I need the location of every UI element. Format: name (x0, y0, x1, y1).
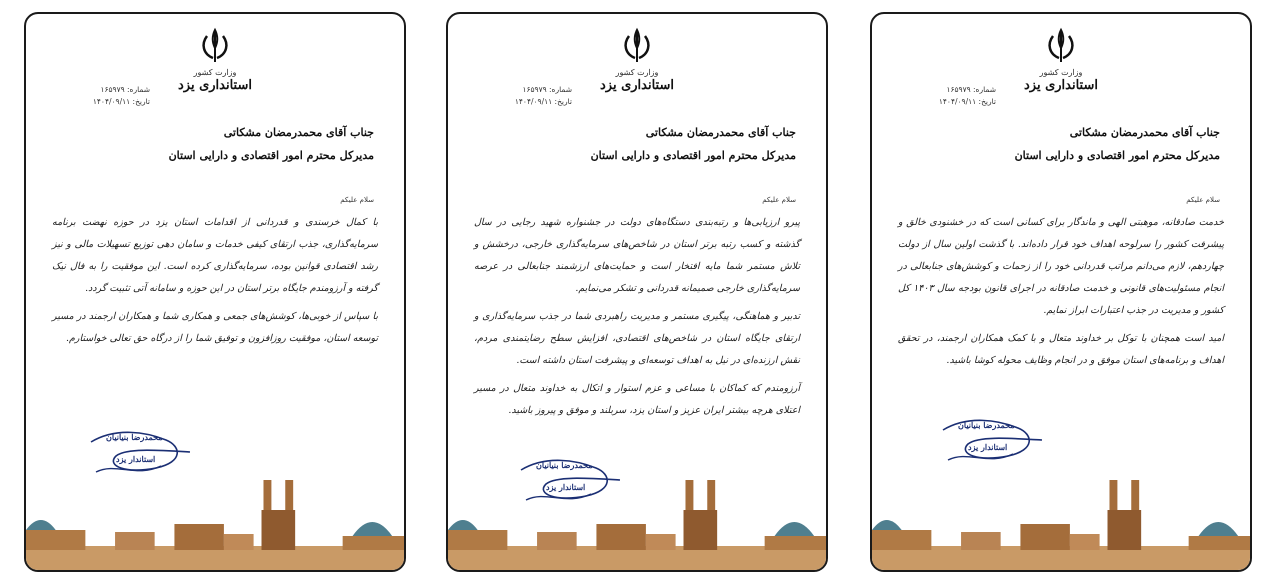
salutation: سلام علیکم (762, 196, 796, 204)
signer-name: محمدرضا بنیانیان (536, 460, 593, 470)
addressee-block (169, 126, 374, 162)
ministry-label: وزارت کشور (193, 68, 237, 77)
letter-card-right (870, 12, 1252, 572)
signer-name: محمدرضا بنیانیان (106, 432, 163, 442)
ministry-label: وزارت کشور (615, 68, 659, 77)
body-paragraph: پیرو ارزیابی‌ها و رتبه‌بندی دستگاه‌های دولت در جشنواره شهید رجایی در سال گذشته و کسب رتبه برتر استان در شاخص‌های سرمایه‌گذاری خارجی، درخشش و تلاش مستمر شما مایه افتخار است و حمایت‌های ارزشمند جنابعالی در عرصه سرمایه‌گذاری خارجی صمیمانه قدردانی و تشکر می‌نمایم. (474, 217, 800, 294)
letter-number: شماره: ۱۶۵۹۷۹ (100, 85, 150, 94)
letter-number: شماره: ۱۶۵۹۷۹ (946, 85, 996, 94)
letter-card-middle (446, 12, 828, 572)
salutation: سلام علیکم (1186, 196, 1220, 204)
body-paragraph: امید است همچنان با توکل بر خداوند متعال و با کمک همکاران ارجمند، در تحقق اهداف و برنامه‌های استان موفق و در انجام وظایف محوله کوشا باشید. (898, 333, 1224, 366)
addressee-block (1015, 126, 1220, 162)
addressee-name: جناب آقای محمدرمضان مشکاتی (223, 126, 374, 139)
salutation: سلام علیکم (340, 196, 374, 204)
letter-date: تاریخ: ۱۴۰۴/۰۹/۱۱ (514, 97, 572, 106)
letter-date: تاریخ: ۱۴۰۴/۰۹/۱۱ (92, 97, 150, 106)
addressee-name: جناب آقای محمدرمضان مشکاتی (1069, 126, 1220, 139)
letter-card-left (24, 12, 406, 572)
iran-emblem-icon (195, 26, 235, 66)
addressee-name: جناب آقای محمدرمضان مشکاتی (645, 126, 796, 139)
body-paragraph: با کمال خرسندی و قدردانی از اقدامات استان یزد در حوزه نهضت برنامه سرمایه‌گذاری، جذب ارتقای کیفی خدمات و سامان دهی توزیع تسهیلات مالی و نیز رشد اقتصادی قوانین بوده، سرمایه‌گذاری کرده است. این موفقیت را به فال نیک گرفته و آرزومندم جایگاه برتر استان در این حوزه و سامانه آتی تثبیت گردد. (52, 217, 378, 294)
body-paragraph: خدمت صادقانه، موهبتی الهی و ماندگار برای کسانی است که در خشنودی خالق و پیشرفت کشور را سرلوحه اهداف خود قرار داده‌اند. با گذشت اولین سال از دولت چهاردهم، لازم می‌دانم مراتب قدردانی خود را از زحمات و کوشش‌های جنابعالی در انجام مسئولیت‌های قانونی و خدمت صادقانه در اجرای قانون بودجه سال ۱۴۰۳ کل کشور و مدیریت در جذب اعتبارات ابراز نمایم. (898, 217, 1224, 316)
body-paragraph: تدبیر و هماهنگی، پیگیری مستمر و مدیریت راهبردی شما در جذب سرمایه‌گذاری و ارتقای جایگاه استان در شاخص‌های اقتصادی، افزایش سطح رضایتمندی مردم، نقش ارزنده‌ای در نیل به اهداف توسعه‌ای و پیشرفت استان داشته است. (474, 311, 800, 366)
yazd-skyline-illustration (448, 460, 826, 570)
yazd-skyline-illustration (26, 460, 404, 570)
letter-body (52, 212, 378, 356)
signer-name: محمدرضا بنیانیان (958, 420, 1015, 430)
organization-name: استانداری یزد (599, 78, 674, 93)
letter-body (898, 212, 1224, 378)
ministry-label: وزارت کشور (1039, 68, 1083, 77)
reference-block (916, 84, 996, 108)
reference-block (70, 84, 150, 108)
addressee-title: مدیرکل محترم امور اقتصادی و دارایی استان (590, 149, 796, 162)
signer-title: استاندار یزد (116, 454, 156, 464)
body-paragraph: آرزومندم که کماکان با مساعی و عزم استوار و اتکال به خداوند متعال در مسیر اعتلای هرچه بیشتر ایران عزیز و استان یزد، سربلند و موفق و پیروز باشید. (474, 383, 800, 416)
organization-name: استانداری یزد (1023, 78, 1098, 93)
signer-title: استاندار یزد (546, 482, 586, 492)
letter-date: تاریخ: ۱۴۰۴/۰۹/۱۱ (938, 97, 996, 106)
addressee-block (591, 126, 796, 162)
body-paragraph: با سپاس از خوبی‌ها، کوشش‌های جمعی و همکاری شما و همکاران ارجمند در مسیر توسعه استان، موفقیت روزافزون و توفیق شما را از درگاه حق تعالی خواستارم. (52, 311, 378, 344)
reference-block (492, 84, 572, 108)
addressee-title: مدیرکل محترم امور اقتصادی و دارایی استان (168, 149, 374, 162)
yazd-skyline-illustration (872, 460, 1250, 570)
iran-emblem-icon (1041, 26, 1081, 66)
iran-emblem-icon (617, 26, 657, 66)
organization-name: استانداری یزد (177, 78, 252, 93)
addressee-title: مدیرکل محترم امور اقتصادی و دارایی استان (1014, 149, 1220, 162)
signer-title: استاندار یزد (968, 442, 1008, 452)
letter-number: شماره: ۱۶۵۹۷۹ (522, 85, 572, 94)
letter-body (474, 212, 800, 428)
